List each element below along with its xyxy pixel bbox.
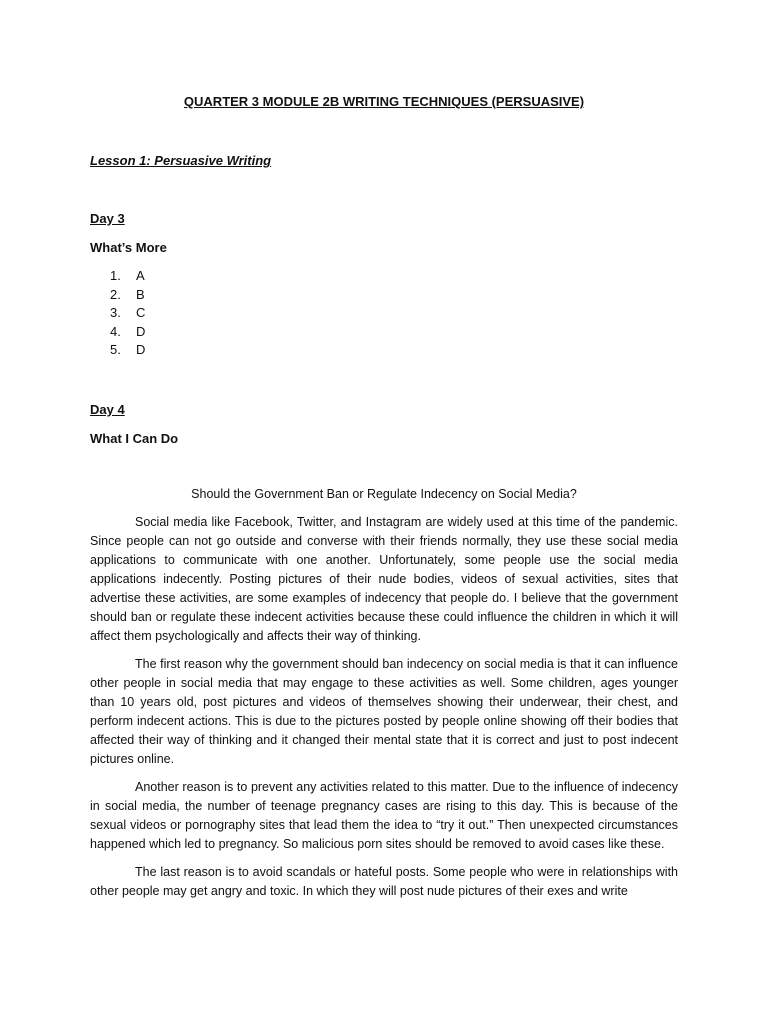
answer-letter: D	[136, 342, 146, 358]
answer-number: 2.	[110, 286, 121, 302]
answer-number: 3.	[110, 305, 121, 321]
answer-letter: B	[136, 286, 145, 302]
lesson-heading: Lesson 1: Persuasive Writing	[90, 153, 272, 168]
answer-item	[110, 341, 145, 360]
essay-paragraph: Another reason is to prevent any activities related to this matter. Due to the influence of indecency in social media, the number of teenage pregnancy cases are rising to this day. This is because of the sexual videos or pornography sites that lead them the idea to “try it out.” Then unexpected circumstances happened which led to pregnancy. So malicious porn sites should be removed to avoid cases like these.	[90, 780, 678, 851]
answer-letter: A	[136, 268, 145, 283]
answer-item	[110, 304, 145, 323]
day3-heading: Day 3	[90, 211, 125, 226]
answer-item	[110, 323, 145, 342]
answer-letter: D	[136, 323, 146, 339]
answer-number: 4.	[110, 323, 121, 339]
essay-title: Should the Government Ban or Regulate Indecency on Social Media?	[191, 487, 577, 501]
answer-number: 5.	[110, 342, 121, 358]
answer-letter: C	[136, 305, 146, 321]
document-title: QUARTER 3 MODULE 2B WRITING TECHNIQUES (PERSUASIVE)	[183, 94, 585, 109]
essay-paragraph: The last reason is to avoid scandals or hateful posts. Some people who were in relationships with other people may get angry and toxic. In which they will post nude pictures of their exes and write	[90, 865, 678, 898]
answer-item	[110, 286, 145, 305]
answer-item	[110, 267, 145, 286]
answer-number: 1.	[110, 268, 121, 283]
day4-heading: Day 4	[90, 402, 125, 417]
answer-list	[110, 267, 145, 360]
essay-paragraph: The first reason why the government should ban indecency on social media is that it can influence other people in social media that may engage to these activities as well. Some children, ages younger than 10 years old, post pictures and videos of themselves showing their underwear, their chest, and perform indecent actions. This is due to the pictures posted by people online showing off their bodies that affected their way of thinking and it changed their mental state that it is correct and just to post indecent pictures online.	[90, 657, 678, 766]
day4-section-heading: What I Can Do	[90, 431, 179, 446]
essay-body	[90, 513, 678, 910]
day3-section-heading: What’s More	[90, 240, 167, 255]
essay-paragraph: Social media like Facebook, Twitter, and Instagram are widely used at this time of the pandemic. Since people can not go outside and converse with their friends normally, they use these social media applications to communicate with one another. Unfortunately, some people use the social media applications indecently. Posting pictures of their nude bodies, videos of sexual activities, sites that advertise these activities, are some examples of indecency that people do. I believe that the government should ban or regulate these indecent activities because these could influence the children in which it will affect them psychologically and affects their way of thinking.	[90, 515, 678, 643]
